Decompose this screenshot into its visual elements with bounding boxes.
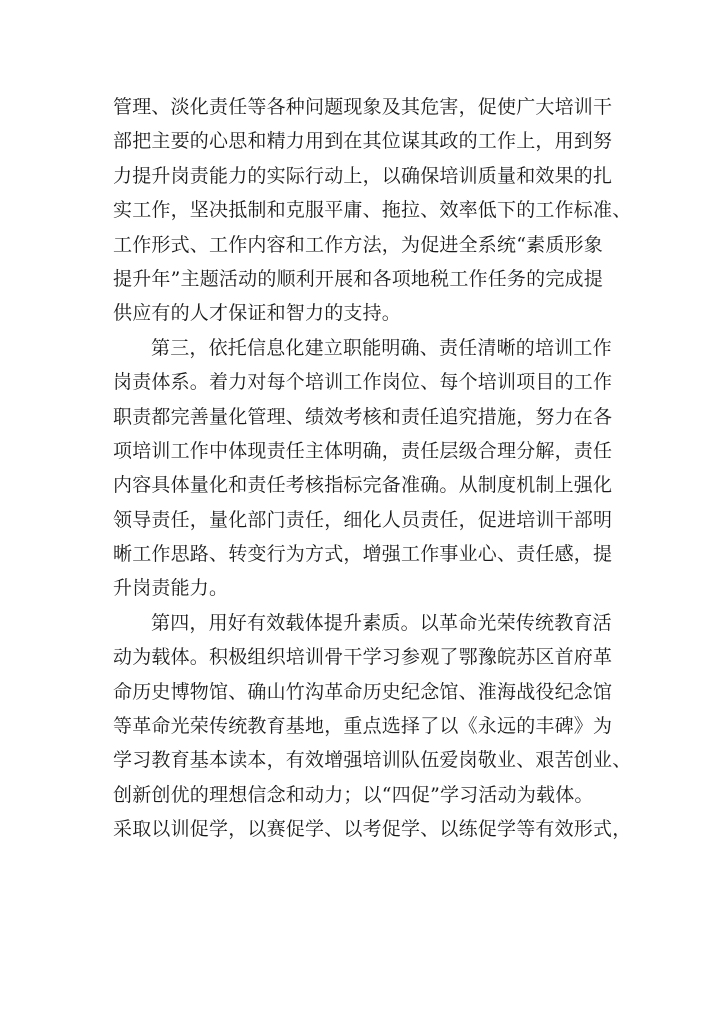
text-line: 等革命光荣传统教育基地，重点选择了以《永远的丰碑》为	[113, 715, 613, 738]
text-line: 采取以训促学，以赛促学、以考促学、以练促学等有效形式，	[113, 818, 632, 841]
text-line: 提升年”主题活动的顺利开展和各项地税工作任务的完成提	[113, 267, 603, 290]
text-line: 升岗责能力。	[113, 577, 229, 600]
text-line: 命历史博物馆、确山竹沟革命历史纪念馆、淮海战役纪念馆	[113, 680, 613, 703]
text-line: 第三，依托信息化建立职能明确、责任清晰的培训工作	[151, 336, 612, 359]
text-line: 工作形式、工作内容和工作方法，为促进全系统“素质形象	[113, 233, 603, 256]
text-line: 实工作，坚决抵制和克服平庸、拖拉、效率低下的工作标准、	[113, 199, 632, 222]
text-line: 管理、淡化责任等各种问题现象及其危害，促使广大培训干	[113, 96, 613, 118]
text-line: 动为载体。积极组织培训骨干学习参观了鄂豫皖苏区首府革	[113, 646, 613, 669]
text-line: 部把主要的心思和精力用到在其位谋其政的工作上，用到努	[113, 130, 613, 153]
text-line: 学习教育基本读本，有效增强培训队伍爱岗敬业、艰苦创业、	[113, 749, 632, 772]
text-line: 第四，用好有效载体提升素质。以革命光荣传统教育活	[151, 611, 612, 634]
text-line: 创新创优的理想信念和动力；以“四促”学习活动为载体。	[113, 783, 594, 806]
text-line: 项培训工作中体现责任主体明确，责任层级合理分解，责任	[113, 439, 613, 462]
text-line: 领导责任，量化部门责任，细化人员责任，促进培训干部明	[113, 508, 613, 531]
document-body	[113, 90, 632, 847]
text-line: 岗责体系。着力对每个培训工作岗位、每个培训项目的工作	[113, 371, 613, 394]
text-line: 供应有的人才保证和智力的支持。	[113, 302, 402, 325]
text-line: 内容具体量化和责任考核指标完备准确。从制度机制上强化	[113, 474, 613, 497]
text-line: 力提升岗责能力的实际行动上，以确保培训质量和效果的扎	[113, 164, 613, 187]
paragraph-3	[113, 606, 632, 847]
text-line: 职责都完善量化管理、绩效考核和责任追究措施，努力在各	[113, 405, 613, 428]
paragraph-1	[113, 90, 632, 331]
text-line: 晰工作思路、转变行为方式，增强工作事业心、责任感，提	[113, 543, 613, 566]
paragraph-2	[113, 331, 613, 606]
